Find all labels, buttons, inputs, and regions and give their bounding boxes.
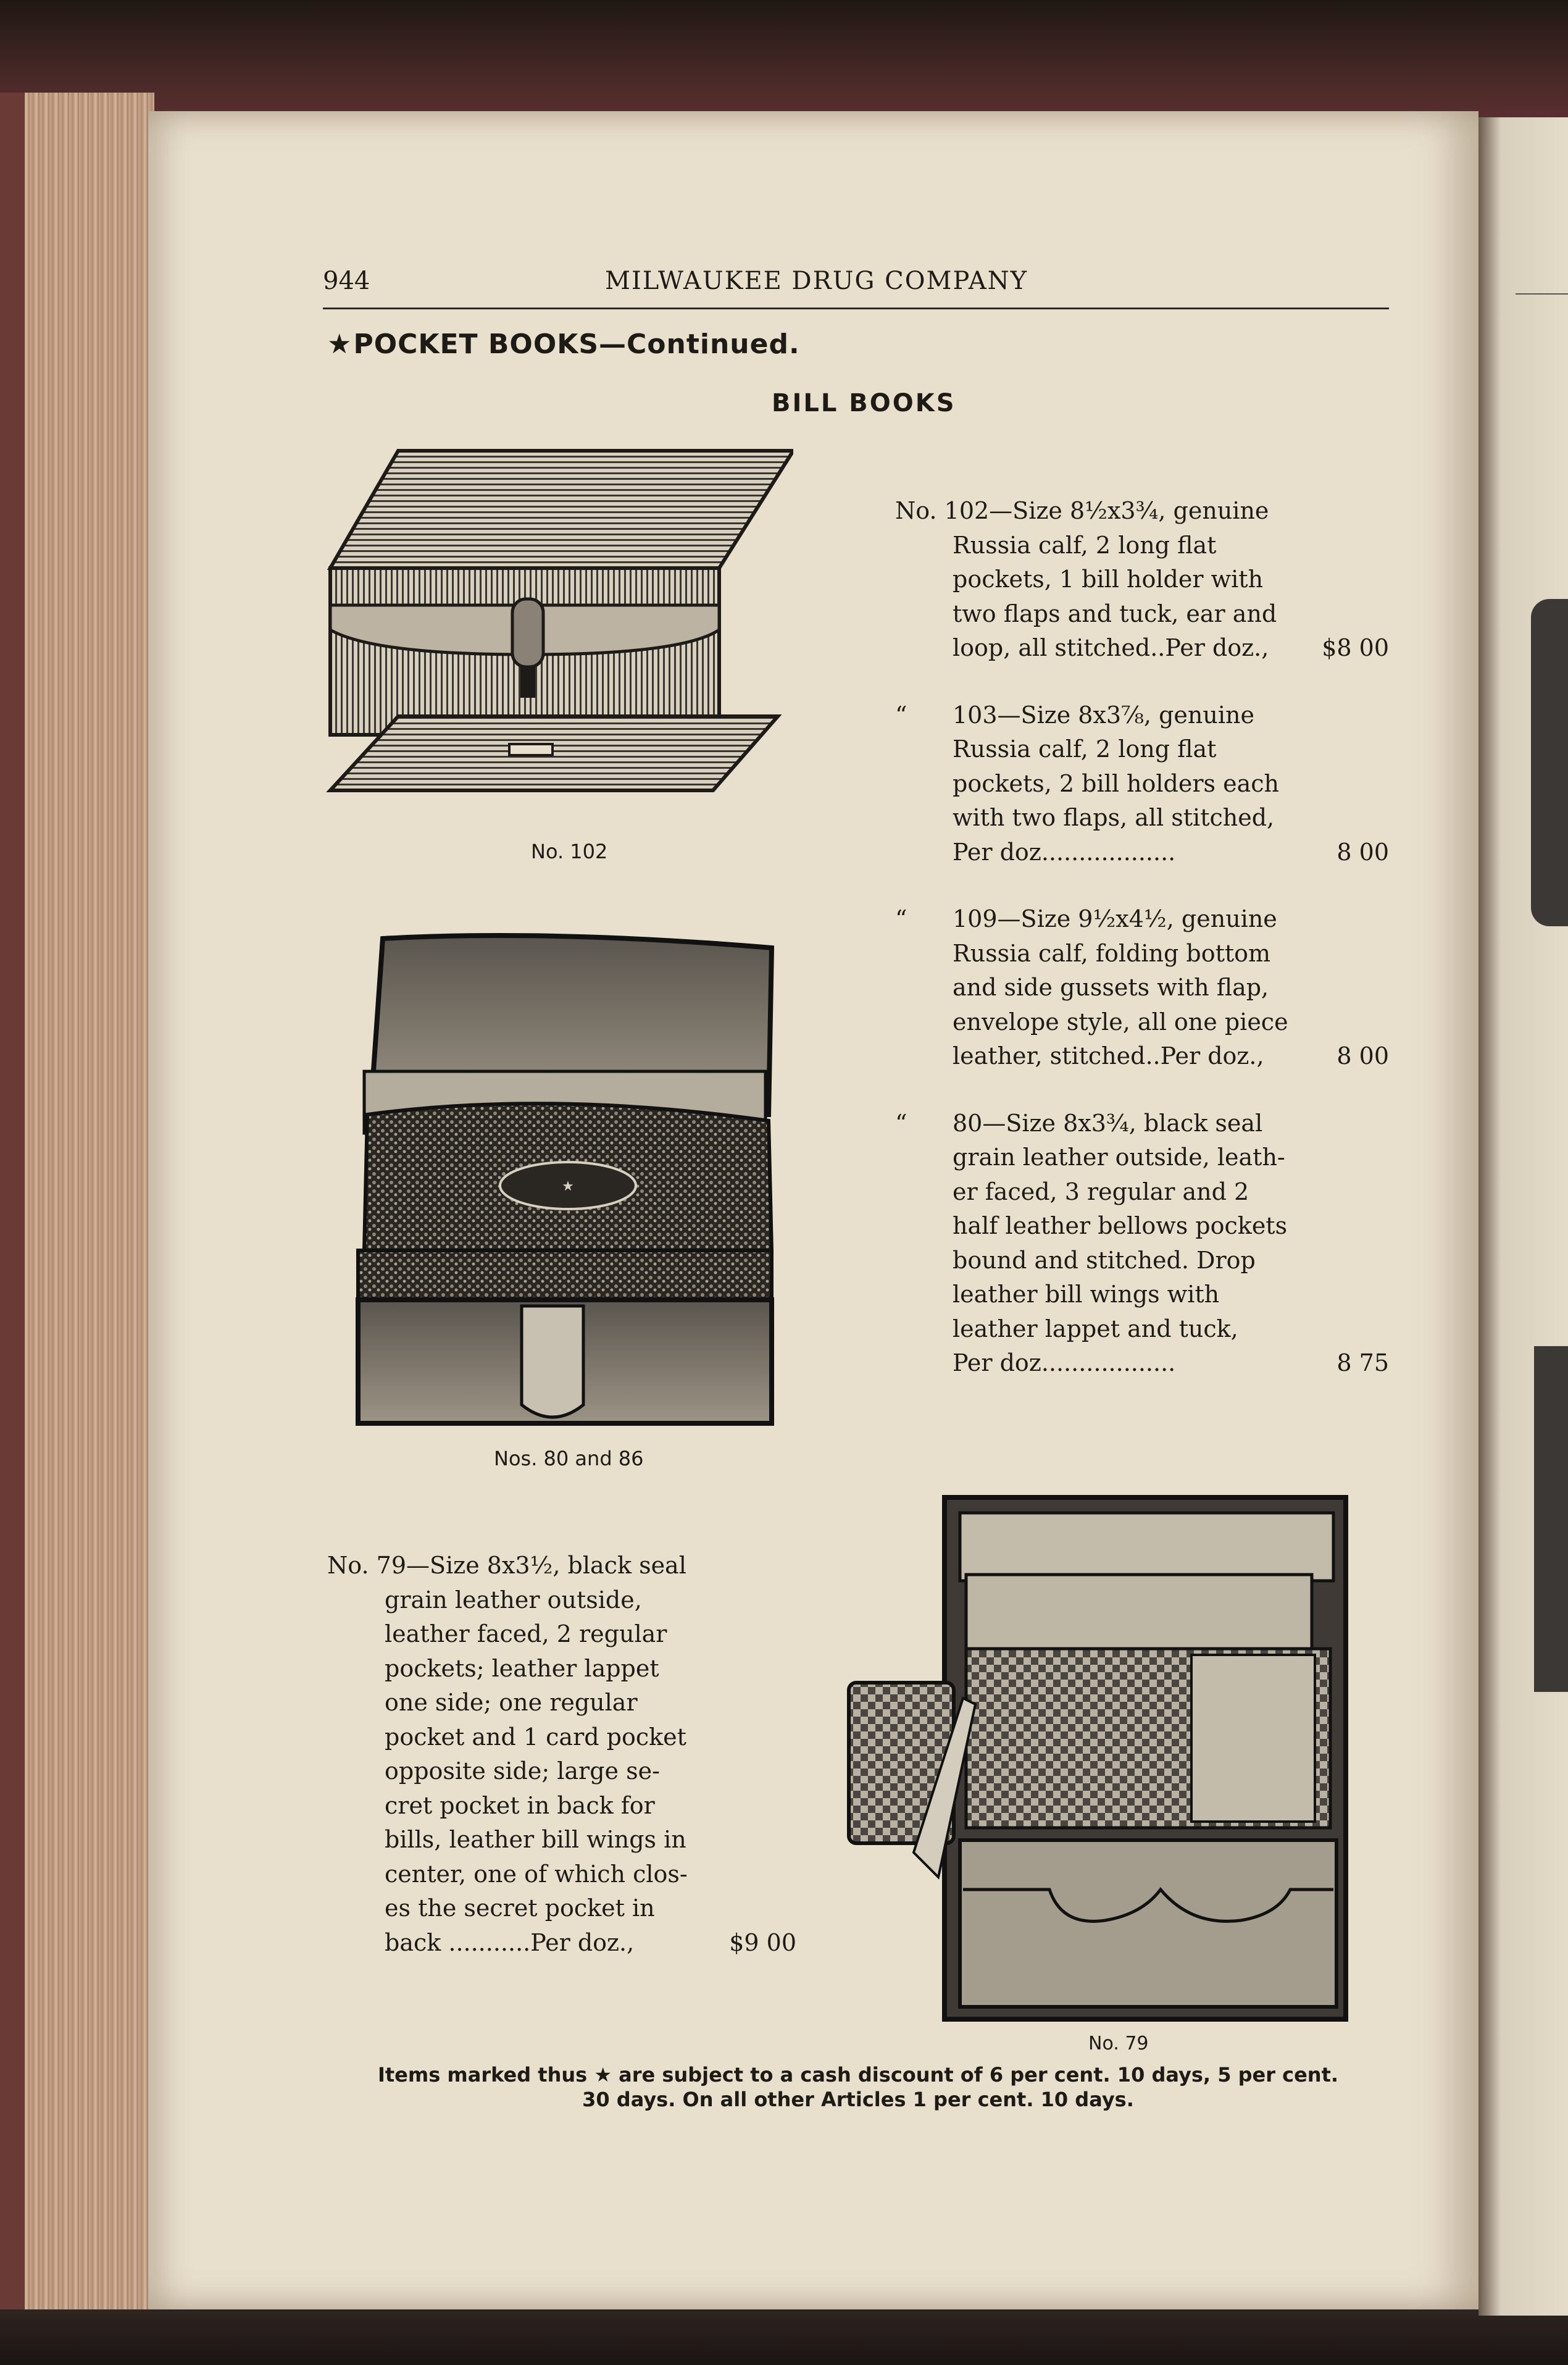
entry-text: pocket and 1 card pocket [385, 1723, 686, 1751]
bill-book-79-illustration [846, 1494, 1352, 2025]
entry-102 [895, 494, 1389, 666]
entry-text: er faced, 3 regular and 2 [953, 1178, 1249, 1205]
entry-text: Per doz.................. [953, 838, 1176, 866]
adjacent-page-illustration [1531, 599, 1568, 926]
entry-price: $9 00 [729, 1928, 796, 1956]
entry-text: leather bill wings with [953, 1281, 1220, 1308]
price-entries [895, 494, 1389, 1413]
bill-book-80-illustration [346, 929, 778, 1433]
entry-text: 103—Size 8x3⅞, genuine [953, 701, 1254, 729]
entry-text: bound and stitched. Drop [953, 1246, 1256, 1274]
running-head: MILWAUKEE DRUG COMPANY [605, 267, 1028, 295]
entry-text: with two flaps, all stitched, [953, 804, 1275, 831]
adjacent-page-rule [1516, 293, 1568, 295]
footer-line-1: Items marked thus ★ are subject to a cash discount of 6 per cent. 10 days, 5 per cent. [377, 2063, 1339, 2087]
svg-text:★: ★ [562, 1179, 574, 1194]
entry-text: 109—Size 9½x4½, genuine [953, 905, 1277, 932]
entry-price: $8 00 [1322, 634, 1389, 661]
entry-109 [895, 902, 1389, 1074]
figure-caption-79: No. 79 [1088, 2033, 1149, 2054]
section-heading-text: POCKET BOOKS—Continued. [353, 329, 800, 360]
entry-price: 8 00 [1337, 1042, 1389, 1069]
book-top-edge [0, 0, 1568, 117]
entry-text: loop, all stitched..Per doz., [953, 634, 1269, 661]
entry-prefix: “ [895, 1109, 907, 1137]
book-cover-edge [0, 93, 25, 2309]
bill-book-102-illustration [324, 445, 793, 803]
entry-text: grain leather outside, [385, 1586, 642, 1614]
header-rule [323, 308, 1389, 309]
entry-103 [895, 698, 1389, 870]
footer-line-2: 30 days. On all other Articles 1 per cent. 10 days. [582, 2088, 1134, 2111]
entry-text: leather, stitched..Per doz., [953, 1042, 1264, 1069]
star-icon: ★ [327, 329, 352, 360]
entry-text: pockets, 1 bill holder with [953, 566, 1264, 593]
entry-text: pockets; leather lappet [385, 1654, 659, 1682]
entry-text: center, one of which clos- [385, 1860, 688, 1888]
entry-text: half leather bellows pockets [953, 1212, 1288, 1239]
figure-caption-80-86: Nos. 80 and 86 [494, 1447, 644, 1470]
figure-nos-80-86 [346, 929, 778, 1433]
entry-text: one side; one regular [385, 1689, 638, 1716]
entry-text: cret pocket in back for [385, 1791, 655, 1819]
entry-text: Russia calf, 2 long flat [953, 735, 1217, 763]
entry-prefix: “ [895, 905, 907, 932]
entry-80 [895, 1107, 1389, 1381]
entry-text: leather lappet and tuck, [953, 1315, 1238, 1342]
entry-text: two flaps and tuck, ear and [953, 600, 1277, 627]
figure-caption-102: No. 102 [531, 840, 608, 863]
subheading: BILL BOOKS [772, 389, 956, 417]
figure-no-102 [324, 445, 793, 803]
entry-text: es the secret pocket in [385, 1894, 655, 1922]
adjacent-page-illustration [1534, 1346, 1568, 1692]
section-heading [327, 329, 800, 360]
discount-footer-note [321, 2062, 1395, 2112]
entry-text: grain leather outside, leath- [953, 1144, 1285, 1171]
entry-price: 8 00 [1337, 838, 1389, 866]
entry-text: back ...........Per doz., [385, 1928, 635, 1956]
entry-prefix: No. [895, 497, 937, 524]
entry-text: envelope style, all one piece [953, 1008, 1288, 1036]
entry-price: 8 75 [1337, 1349, 1389, 1376]
entry-text: 79—Size 8x3½, black seal [376, 1552, 686, 1579]
page-number: 944 [323, 267, 370, 295]
entry-text: and side gussets with flap, [953, 974, 1269, 1001]
entry-text: leather faced, 2 regular [385, 1620, 667, 1647]
entry-text: 102—Size 8½x3¾, genuine [944, 497, 1269, 524]
entry-text: Per doz.................. [953, 1349, 1176, 1376]
entry-79 [327, 1549, 796, 1960]
adjacent-page-fragment [1478, 117, 1568, 2316]
entry-text: bills, leather bill wings in [385, 1826, 686, 1853]
figure-no-79 [846, 1494, 1352, 2025]
entry-prefix: No. [327, 1552, 369, 1579]
entry-text: Russia calf, folding bottom [953, 939, 1271, 967]
entry-text: 80—Size 8x3¾, black seal [953, 1109, 1263, 1137]
entry-prefix: “ [895, 701, 907, 729]
entry-text: pockets, 2 bill holders each [953, 769, 1280, 797]
entry-text: Russia calf, 2 long flat [953, 531, 1217, 559]
entry-text: opposite side; large se- [385, 1757, 660, 1785]
book-bottom-edge [0, 2309, 1568, 2365]
